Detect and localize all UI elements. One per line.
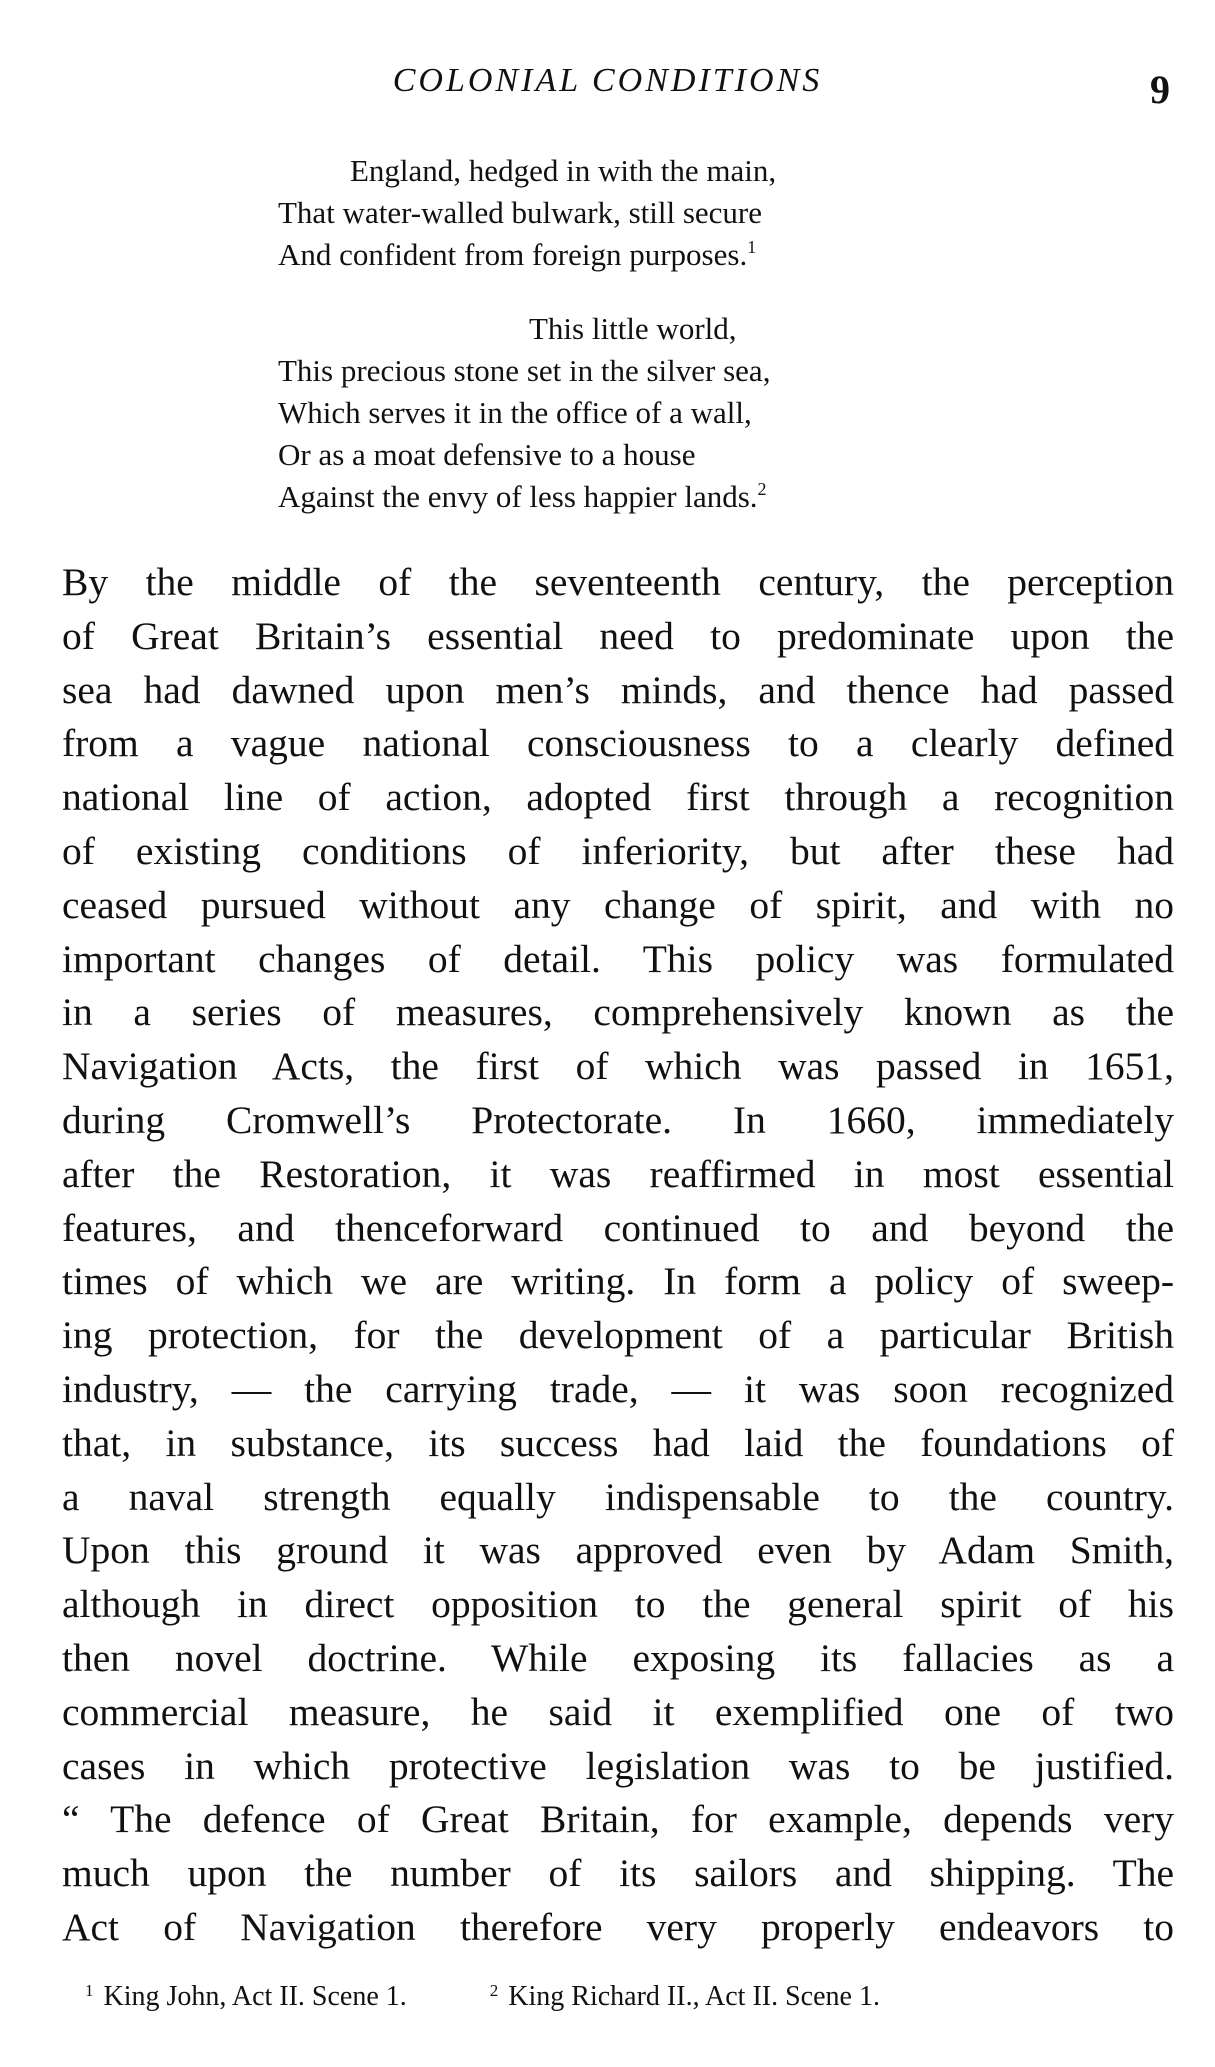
verse-line: This little world, [529, 311, 737, 346]
text-line: after the Restoration, it was reaffirmed in most essential [62, 1151, 1174, 1196]
verse-quotation-1 [278, 150, 776, 276]
text-line: sea had dawned upon men’s minds, and thence had passed [62, 667, 1174, 712]
footnote-number: 2 [489, 1981, 499, 2000]
footnote-reference: 1 [747, 237, 757, 257]
text-line: in a series of measures, comprehensively known as the [62, 990, 1174, 1035]
text-line: a naval strength equally indispensable to the country. [62, 1474, 1174, 1519]
text-line: Upon this ground it was approved even by Adam Smith, [62, 1528, 1174, 1573]
footnote-2 [490, 1981, 880, 2013]
body-paragraph [62, 556, 1174, 1955]
text-line: By the middle of the seventeenth century, the perception [62, 560, 1174, 604]
verse-line-text: Against the envy of less happier lands. [278, 479, 758, 514]
text-line: commercial measure, he said it exemplified one of two [62, 1689, 1174, 1734]
text-line: cases in which protective legislation was to be justified. [62, 1743, 1174, 1788]
text-line: of Great Britain’s essential need to predominate upon the [62, 613, 1174, 658]
page-number: 9 [1150, 67, 1170, 112]
text-line: from a vague national consciousness to a clearly defined [62, 721, 1174, 766]
verse-line: This precious stone set in the silver sea, [278, 353, 771, 388]
text-line: Navigation Acts, the first of which was passed in 1651, [62, 1044, 1174, 1089]
text-line: industry, — the carrying trade, — it was soon recognized [62, 1366, 1174, 1411]
text-line: then novel doctrine. While exposing its fallacies as a [62, 1635, 1174, 1680]
text-line: of existing conditions of inferiority, but after these had [62, 828, 1174, 873]
text-line: although in direct opposition to the general spirit of his [62, 1582, 1174, 1627]
footnote-reference: 2 [757, 479, 767, 499]
text-line: times of which we are writing. In form a policy of sweep- [62, 1259, 1174, 1304]
verse-quotation-2 [278, 308, 770, 518]
text-line: much upon the number of its sailors and shipping. The [62, 1851, 1174, 1896]
text-line: national line of action, adopted first through a recognition [62, 775, 1174, 820]
text-line: ceased pursued without any change of spirit, and with no [62, 882, 1174, 927]
text-line: features, and thenceforward continued to and beyond the [62, 1205, 1174, 1250]
text-line: during Cromwell’s Protectorate. In 1660, immediately [62, 1097, 1174, 1142]
footnote-text: King John, Act II. Scene 1. [103, 1981, 407, 2012]
text-line: that, in substance, its success had laid the foundations of [62, 1420, 1174, 1465]
text-line: “ The defence of Great Britain, for example, depends very [62, 1797, 1174, 1842]
text-line: Act of Navigation therefore very properly endeavors to [62, 1904, 1174, 1949]
verse-line [278, 476, 770, 518]
footnotes [85, 1981, 880, 2013]
footnote-text: King Richard II., Act II. Scene 1. [508, 1981, 880, 2012]
text-line: important changes of detail. This policy was formulated [62, 936, 1174, 981]
verse-line-text: And confident from foreign purposes. [278, 237, 748, 272]
verse-line: Which serves it in the office of a wall, [278, 395, 752, 430]
text-line: ing protection, for the development of a particular British [62, 1313, 1174, 1358]
running-title: COLONIAL CONDITIONS [392, 62, 823, 99]
verse-line: England, hedged in with the main, [350, 153, 777, 188]
footnote-number: 1 [85, 1981, 94, 2000]
footnote-1 [85, 1981, 407, 2013]
verse-line: That water-walled bulwark, still secure [278, 195, 762, 230]
verse-line: Or as a moat defensive to a house [278, 437, 696, 472]
verse-line [278, 234, 776, 276]
